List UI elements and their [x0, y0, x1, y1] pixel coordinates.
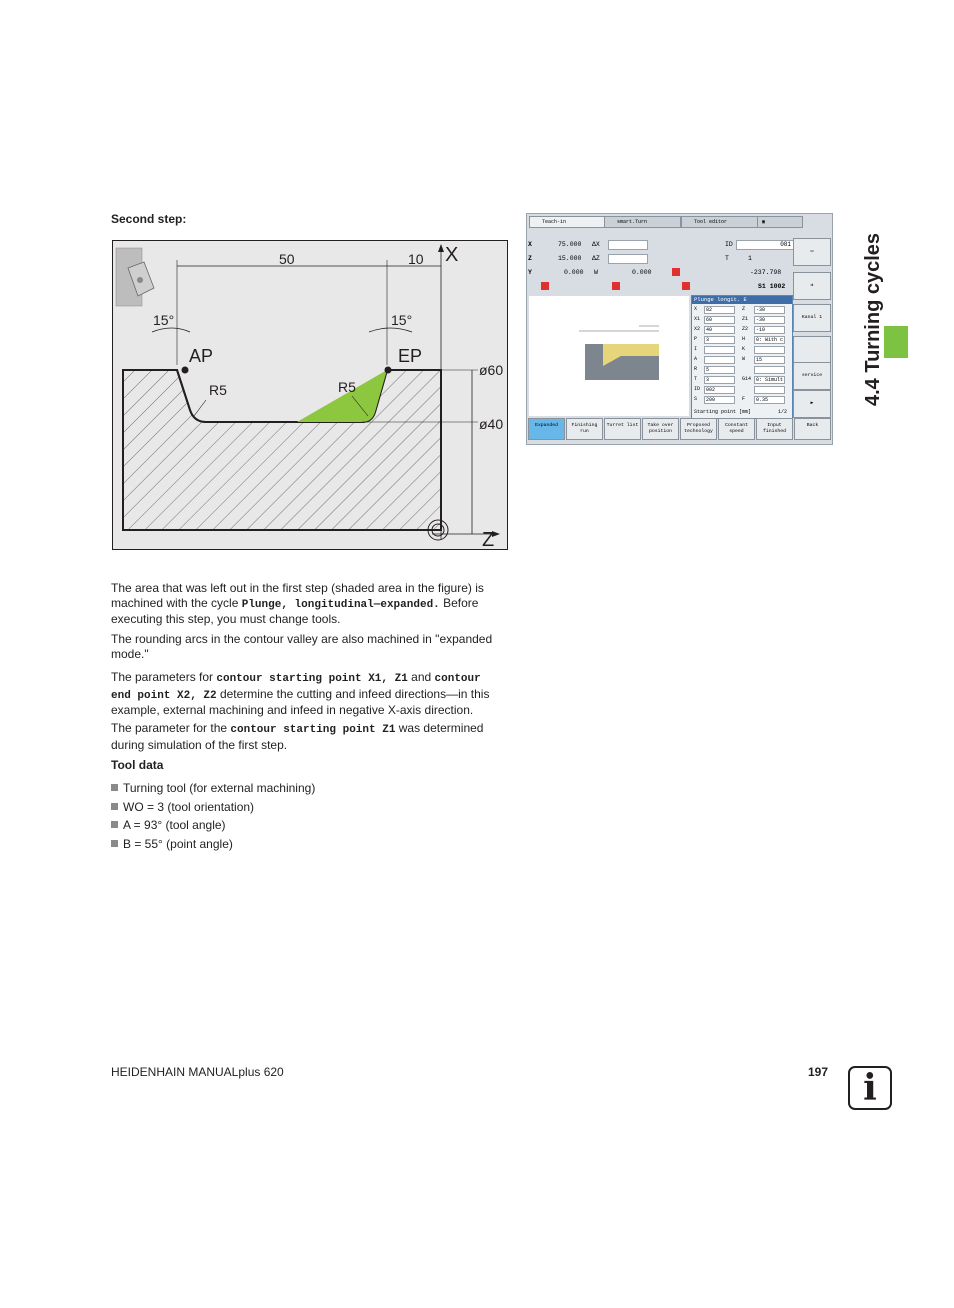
control-screenshot — [526, 213, 833, 445]
dialog-label: Z — [742, 306, 746, 312]
dialog-label: S — [694, 396, 698, 402]
tab-save[interactable] — [757, 216, 803, 228]
dialog-input[interactable] — [754, 366, 785, 374]
list-item: A = 93° (tool angle) — [111, 818, 226, 832]
tab-teach-in[interactable]: Teach-in — [529, 216, 606, 228]
graphic-window — [529, 296, 689, 416]
angle-left: 15° — [153, 312, 175, 328]
dialog-input[interactable]: 200 — [704, 396, 735, 404]
dialog-input[interactable] — [704, 356, 735, 364]
list-item: WO = 3 (tool orientation) — [111, 800, 254, 814]
delta-z-field — [608, 254, 648, 264]
pos-y-label: Y — [528, 269, 532, 276]
list-item: B = 55° (point angle) — [111, 837, 233, 851]
dialog-input[interactable] — [704, 346, 735, 354]
dialog-label: T — [694, 376, 698, 382]
softkey[interactable]: Back — [794, 418, 831, 440]
dialog-label: H — [742, 336, 746, 342]
tool-status-icon — [612, 282, 620, 290]
pos-x-label: X — [528, 241, 532, 248]
dim-50: 50 — [279, 251, 295, 267]
dialog-label: ID — [694, 386, 701, 392]
pos-z-value: 15.000 — [558, 255, 582, 262]
pos-w-label: W — [594, 269, 598, 276]
dialog-label: K — [742, 346, 746, 352]
softkey[interactable]: Constant speed — [718, 418, 755, 440]
dialog-footer: Starting point [mm] — [694, 409, 752, 415]
axis-z-label: Z — [482, 529, 495, 551]
dialog-input[interactable]: 40 — [704, 326, 735, 334]
softkey[interactable]: Finishing run — [566, 418, 603, 440]
dialog-label: Z2 — [742, 326, 749, 332]
dialog-label: R — [694, 366, 698, 372]
pos-y-value: 0.000 — [564, 269, 584, 276]
vertical-button-service[interactable]: service — [793, 362, 831, 390]
pos-x-value: 75.000 — [558, 241, 582, 248]
dialog-input[interactable]: 5 — [704, 366, 735, 374]
list-item: Turning tool (for external machining) — [111, 781, 315, 795]
softkey[interactable]: Expanded — [528, 418, 565, 440]
tab-tool-editor[interactable]: Tool editor — [681, 216, 758, 228]
dialog-label: W — [742, 356, 746, 362]
dialog-input[interactable]: 002 — [704, 386, 735, 394]
dialog-input[interactable]: -30 — [754, 306, 785, 314]
radius-right: R5 — [338, 379, 356, 395]
aux-status-icon — [682, 282, 690, 290]
spindle-status-icon — [672, 268, 680, 276]
id-label: ID — [725, 241, 733, 248]
page-number: 197 — [808, 1065, 829, 1079]
feed-value: S1 1002 — [758, 283, 786, 290]
softkey[interactable]: Take over position — [642, 418, 679, 440]
dialog-input[interactable]: 0: Simult — [756, 377, 784, 383]
tool-data-heading: Tool data — [111, 758, 164, 772]
dialog-input[interactable] — [754, 386, 785, 394]
dialog-input[interactable]: 82 — [704, 306, 735, 314]
vertical-button-2[interactable] — [793, 272, 831, 300]
info-icon: i — [848, 1066, 892, 1110]
dialog-label: F — [742, 396, 746, 402]
chuck-icon: ▭ — [810, 249, 814, 254]
dialog-label: P — [694, 336, 698, 342]
vertical-button-4[interactable] — [793, 336, 831, 364]
cycle-dialog — [691, 295, 793, 419]
softkey[interactable]: Input finished — [756, 418, 793, 440]
chapter-title: 4.4 Turning cycles — [862, 232, 884, 406]
angle-right: 15° — [391, 312, 413, 328]
dim-10: 10 — [408, 251, 424, 267]
tool-icon: ⇉ — [810, 283, 814, 288]
dialog-input[interactable]: 0.35 — [754, 396, 785, 404]
vertical-button-kanal[interactable]: Kanal 1 — [793, 304, 831, 332]
dialog-input[interactable]: 60 — [704, 316, 735, 324]
paragraph-4: The parameter for the contour starting point Z1 was determined during simulation of the first step. — [111, 721, 484, 752]
t-label: T — [725, 255, 729, 262]
tab-smart-turn[interactable]: smart.Turn — [604, 216, 681, 228]
dialog-input[interactable] — [754, 346, 785, 354]
dialog-label: I — [694, 346, 698, 352]
dialog-input[interactable]: 0: With c — [756, 337, 784, 343]
radius-left: R5 — [209, 382, 227, 398]
dialog-page: 1/2 — [778, 409, 788, 415]
label-ap: AP — [189, 346, 214, 366]
axis-x-label: X — [445, 244, 459, 266]
dialog-input[interactable]: -10 — [754, 326, 785, 334]
delta-x-field — [608, 240, 648, 250]
paragraph-2: The rounding arcs in the contour valley are also machined in "expanded mode." — [111, 632, 493, 661]
label-ep: EP — [398, 346, 423, 366]
vertical-button-1[interactable] — [793, 238, 831, 266]
t-value: 1 — [748, 255, 752, 262]
pos-z-suffix: ΔZ — [592, 255, 600, 262]
speed-value: -237.798 — [750, 269, 782, 276]
dialog-input[interactable]: 15 — [754, 356, 785, 364]
dia-60: ø60 — [479, 362, 504, 378]
paragraph-1: The area that was left out in the first step (shaded area in the figure) is machined with the cycle Plunge, longitudinal—expanded. Before executing this step, you must change tools. — [111, 581, 484, 626]
dialog-title: Plunge longit. E — [692, 296, 792, 304]
footer-title: HEIDENHAIN MANUALplus 620 — [111, 1065, 284, 1079]
softkey[interactable]: Turret list — [604, 418, 641, 440]
dialog-input[interactable]: 3 — [704, 336, 735, 344]
tool-table-icon: ▶ — [810, 401, 814, 406]
dialog-label: Z1 — [742, 316, 749, 322]
dialog-label: X1 — [694, 316, 701, 322]
pos-z-label: Z — [528, 255, 532, 262]
dialog-input[interactable]: 3 — [704, 376, 735, 384]
pos-x-suffix: ΔX — [592, 241, 600, 248]
feed-status-icon — [541, 282, 549, 290]
dialog-label: A — [694, 356, 698, 362]
dialog-label: X2 — [694, 326, 701, 332]
softkey[interactable]: Proposed technology — [680, 418, 717, 440]
contour-figure — [112, 240, 508, 550]
id-field: 081 — [736, 240, 794, 250]
dialog-input[interactable]: -30 — [754, 316, 785, 324]
dia-40: ø40 — [479, 416, 504, 432]
pos-w-value: 0.000 — [632, 269, 652, 276]
dialog-label: X — [694, 306, 698, 312]
section-heading: Second step: — [111, 212, 187, 226]
save-icon: ▣ — [762, 219, 766, 225]
paragraph-3: The parameters for contour starting point X1, Z1 and contour end point X2, Z2 determine the cutting and infeed directions—in this example, external machining and infeed in negative X-axis direction. — [111, 670, 490, 717]
vertical-button-tool-table[interactable] — [793, 390, 831, 418]
dialog-label: G14 — [742, 376, 752, 382]
